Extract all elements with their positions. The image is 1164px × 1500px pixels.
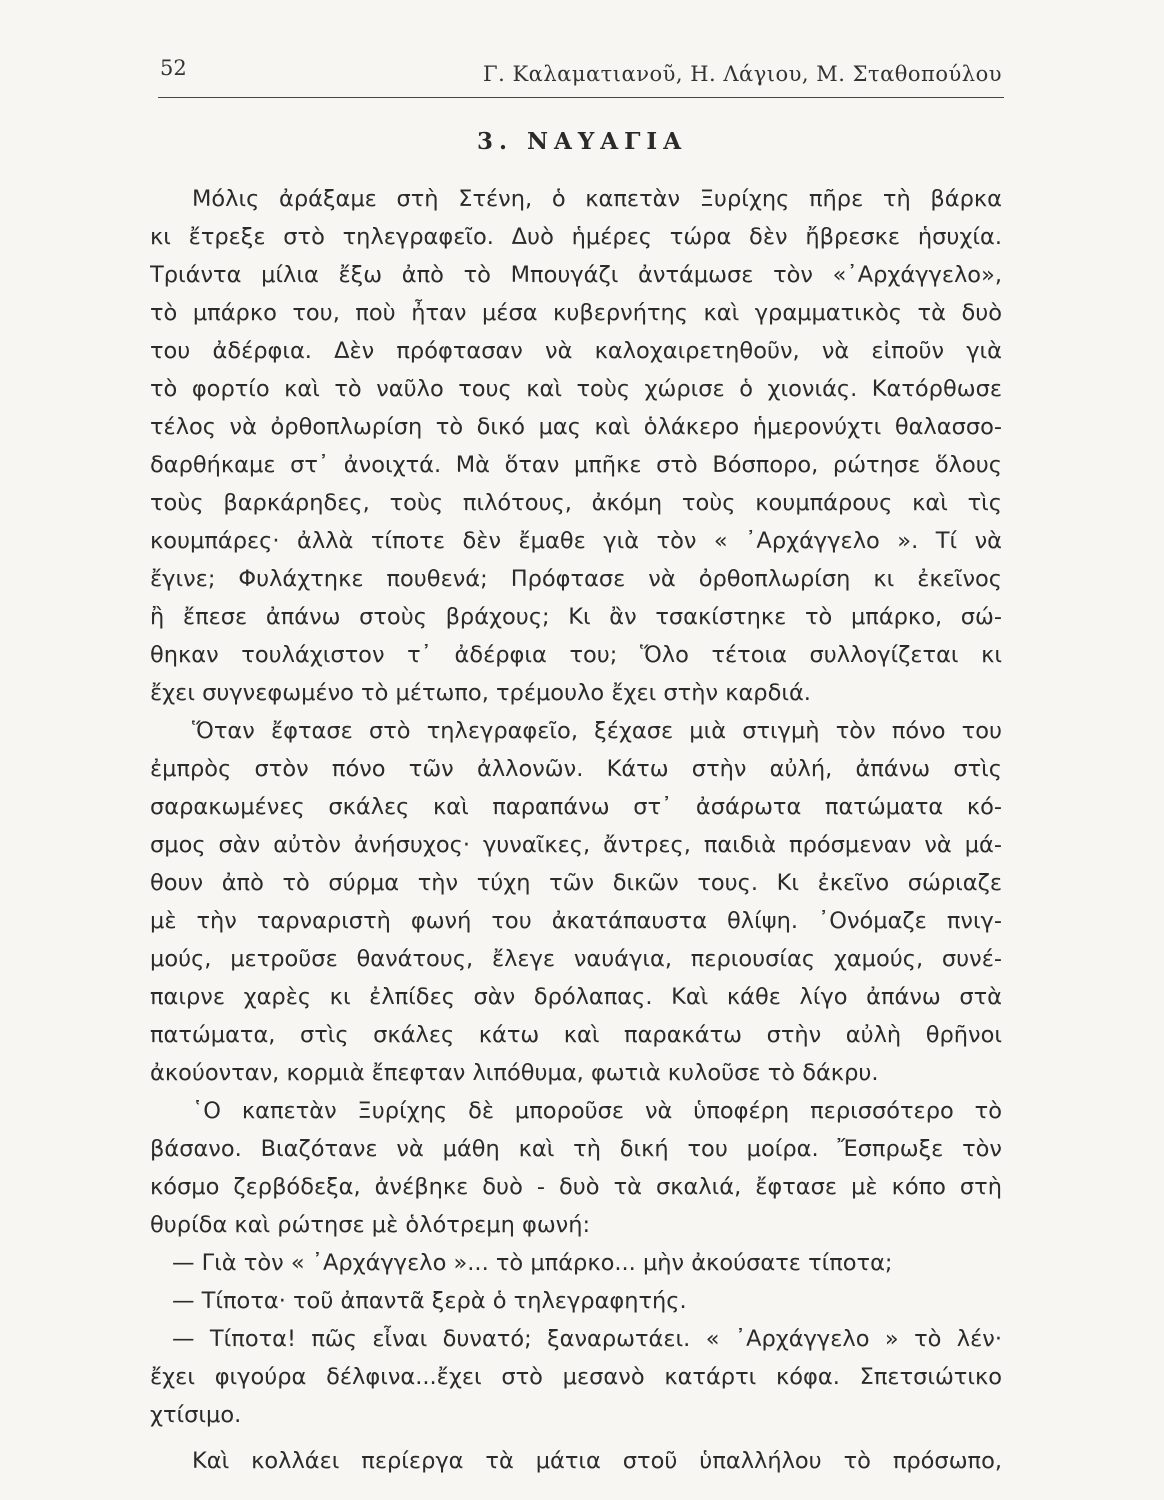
text-line: ἢ ἔπεσε ἀπάνω στοὺς βράχους; Κι ἂν τσακίστηκε τὸ μπάρκο, σώ- <box>150 604 1002 630</box>
text-line: ἔγινε; Φυλάχτηκε πουθενά; Πρόφτασε νὰ ὀρθοπλωρίση κι ἐκεῖνος <box>150 566 1002 592</box>
chapter-title: 3. ΝΑΥΑΓΙΑ <box>476 128 688 155</box>
text-line: θουν ἀπὸ τὸ σύρμα τὴν τύχη τῶν δικῶν τους. Κι ἐκεῖνο σώριαζε <box>150 870 1002 896</box>
text-line: τὸ μπάρκο του, ποὺ ἦταν μέσα κυβερνήτης καὶ γραμματικὸς τὰ δυὸ <box>150 300 1002 326</box>
text-line: κι ἔτρεξε στὸ τηλεγραφεῖο. Δυὸ ἡμέρες τώρα δὲν ἤβρεσκε ἡσυχία. <box>150 224 1002 250</box>
text-line: κουμπάρες· ἀλλὰ τίποτε δὲν ἔμαθε γιὰ τὸν « ᾿Αρχάγγελο ». Τί νὰ <box>150 528 1002 554</box>
text-line: τὸ φορτίο καὶ τὸ ναῦλο τους καὶ τοὺς χώρισε ὁ χιονιάς. Κατόρθωσε <box>150 376 1002 402</box>
text-line: πατώματα, στὶς σκάλες κάτω καὶ παρακάτω στὴν αὐλὴ θρῆνοι <box>150 1022 1002 1048</box>
text-line: παιρνε χαρὲς κι ἐλπίδες σὰν δρόλαπας. Καὶ κάθε λίγο ἀπάνω στὰ <box>150 984 1002 1010</box>
text-line: βάσανο. Βιαζότανε νὰ μάθη καὶ τὴ δική του μοίρα. Ἔσπρωξε τὸν <box>150 1136 1002 1162</box>
text-line: ἔχει συγνεφωμένο τὸ μέτωπο, τρέμουλο ἔχει στὴν καρδιά. <box>150 680 811 706</box>
text-line: Καὶ κολλάει περίεργα τὰ μάτια στοῦ ὑπαλλήλου τὸ πρόσωπο, <box>192 1448 1002 1474</box>
text-line: χτίσιμο. <box>150 1402 242 1428</box>
text-line: τέλος νὰ ὀρθοπλωρίση τὸ δικό μας καὶ ὁλάκερο ἡμερονύχτι θαλασσο- <box>150 414 1002 440</box>
body-text <box>150 180 1002 1480</box>
text-line: ἐμπρὸς στὸν πόνο τῶν ἀλλονῶν. Κάτω στὴν αὐλή, ἀπάνω στὶς <box>150 756 1002 782</box>
text-line: ἀκούονταν, κορμιὰ ἔπεφταν λιπόθυμα, φωτιὰ κυλοῦσε τὸ δάκρυ. <box>150 1060 879 1086</box>
text-line: θυρίδα καὶ ρώτησε μὲ ὁλότρεμη φωνή: <box>150 1212 591 1238</box>
text-line: δαρθήκαμε στ᾿ ἀνοιχτά. Μὰ ὅταν μπῆκε στὸ Βόσπορο, ρώτησε ὅλους <box>150 452 1002 478</box>
text-line: Ὅταν ἔφτασε στὸ τηλεγραφεῖο, ξέχασε μιὰ στιγμὴ τὸν πόνο του <box>192 718 1002 744</box>
text-line: κόσμο ζερβόδεξα, ἀνέβηκε δυὸ - δυὸ τὰ σκαλιά, ἔφτασε μὲ κόπο στὴ <box>150 1174 1002 1200</box>
text-line: θηκαν τουλάχιστον τ᾿ ἀδέρφια του; Ὅλο τέτοια συλλογίζεται κι <box>150 642 1002 668</box>
header-rule <box>158 97 1004 98</box>
text-line: Μόλις ἀράξαμε στὴ Στένη, ὁ καπετὰν Ξυρίχης πῆρε τὴ βάρκα <box>192 186 1002 212</box>
text-line: σαρακωμένες σκάλες καὶ παραπάνω στ᾿ ἀσάρωτα πατώματα κό- <box>150 794 1002 820</box>
text-line: μούς, μετροῦσε θανάτους, ἔλεγε ναυάγια, περιουσίας χαμούς, συνέ- <box>150 946 1002 972</box>
text-line: ἔχει φιγούρα δέλφινα...ἔχει στὸ μεσανὸ κατάρτι κόφα. Σπετσιώτικο <box>150 1364 1002 1390</box>
text-line: Τριάντα μίλια ἔξω ἀπὸ τὸ Μπουγάζι ἀντάμωσε τὸν «᾿Αρχάγγελο», <box>150 262 1002 288</box>
dialogue-line: — Γιὰ τὸν « ᾿Αρχάγγελο »... τὸ μπάρκο... μὴν ἀκούσατε τίποτα; <box>172 1250 893 1276</box>
text-line: σμος σὰν αὐτὸν ἀνήσυχος· γυναῖκες, ἄντρες, παιδιὰ πρόσμεναν νὰ μά- <box>150 832 1002 858</box>
text-line: μὲ τὴν ταρναριστὴ φωνή του ἀκατάπαυστα θλίψη. ᾿Ονόμαζε πνιγ- <box>150 908 1002 934</box>
text-line: του ἀδέρφια. Δὲν πρόφτασαν νὰ καλοχαιρετηθοῦν, νὰ εἰποῦν γιὰ <box>150 338 1002 364</box>
page-number: 52 <box>160 56 187 80</box>
text-line: ῾Ο καπετὰν Ξυρίχης δὲ μποροῦσε νὰ ὑποφέρη περισσότερο τὸ <box>192 1098 1002 1124</box>
dialogue-line: — Τίποτα! πῶς εἶναι δυνατό; ξαναρωτάει. « ᾿Αρχάγγελο » τὸ λέν· <box>172 1326 1002 1352</box>
running-head: Γ. Καλαματιανοῦ, Η. Λάγιου, Μ. Σταθοπούλου <box>483 62 1002 86</box>
text-line: τοὺς βαρκάρηδες, τοὺς πιλότους, ἀκόμη τοὺς κουμπάρους καὶ τὶς <box>150 490 1002 516</box>
dialogue-line: — Τίποτα· τοῦ ἀπαντᾶ ξερὰ ὁ τηλεγραφητής. <box>172 1288 687 1314</box>
